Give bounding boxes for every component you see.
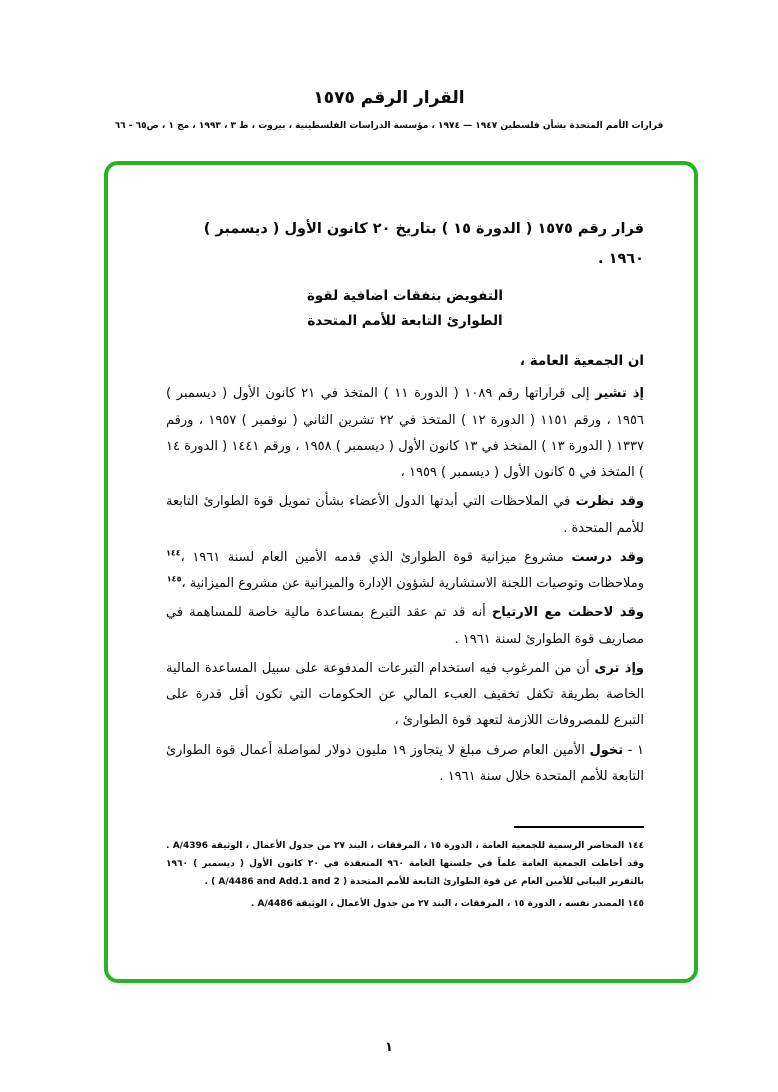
footnotes-section (166, 826, 644, 913)
paragraph-lead: وقد نظرت (575, 494, 645, 510)
footnote-ref-144: ١٤٤ (166, 548, 181, 558)
resolution-subtitle (166, 284, 644, 334)
paragraph-preambular-1 (166, 381, 644, 486)
opening-phrase: ان الجمعية العامة ، (519, 353, 644, 370)
paragraph-text: وملاحظات وتوصيات اللجنة الاستشارية لشؤون الإدارة والميزانية عن مشروع الميزانية ، (181, 576, 644, 592)
paragraph-lead: إذ تشير (595, 386, 644, 402)
paragraph-preambular-4 (166, 600, 644, 653)
citation-line: قرارات الأمم المتحدة بشأن فلسطين ١٩٤٧ — ١٩٧٤ ، مؤسسة الدراسات الفلسطينية ، بيروت ، ط ٣ ، ١٩٩٣ ، مج ١ ، ص٦٥ - ٦٦ (114, 121, 664, 131)
paragraph-text: أنه قد تم عقد التبرع بمساعدة مالية خاصة للمساهمة في مصاريف قوة الطوارئ لسنة ١٩٦١ . (166, 605, 644, 647)
footnote-number: ١٤٤ (627, 841, 645, 852)
footnote-145 (166, 895, 644, 913)
footnote-144 (166, 837, 644, 891)
paragraph-lead: وقد درست (571, 549, 644, 565)
operative-paragraph-1 (166, 738, 644, 791)
footnote-divider (514, 826, 644, 828)
footnote-number: ١٤٥ (627, 899, 644, 910)
footnote-text: المحاضر الرسمية للجمعية العامة ، الدورة ١٥ ، المرفقات ، البند ٢٧ من جدول الأعمال ، الوثيقة A/4396 . وقد أحاطت الجمعية العامة علماً في جلستها العامة ٩٦٠ المنعقدة في ٢٠ كانون الأول ( ديسمبر ) ١٩٦٠ بالتقرير البياني للأمين العام عن قوة الطوارئ التابعة للأمم المتحدة ( A/4486 and Add.1 and 2 ) . (166, 841, 645, 888)
paragraph-preambular-5 (166, 656, 644, 735)
paragraph-text: إلى قراراتها رقم ١٠٨٩ ( الدورة ١١ ) المتخذ في ٢١ كانون الأول ( ديسمبر ) ١٩٥٦ ، ورقم ١١٥١ ( الدورة ١٢ ) المتخذ في ٢٢ تشرين الثاني ( نوفمبر ) ١٩٥٧ ، ورقم ١٣٣٧ ( الدورة ١٣ ) المتخذ في ١٣ كانون الأول ( ديسمبر ) ١٩٥٨ ، ورقم ١٤٤١ ( الدورة ١٤ ) المتخذ في ٥ كانون الأول ( ديسمبر ) ١٩٥٩ ، (166, 386, 644, 481)
paragraph-lead: تخول (589, 742, 624, 758)
paragraph-preambular-2 (166, 489, 644, 542)
heading-line2: ١٩٦٠ . (598, 250, 644, 267)
subtitle-line2: الطوارئ التابعة للأمم المتحدة (307, 313, 503, 330)
paragraph-preambular-3 (166, 545, 644, 598)
scan-highlight-border (104, 161, 698, 983)
page-title: القرار الرقم ١٥٧٥ (313, 88, 465, 108)
operative-number: ١ - (627, 742, 645, 758)
footnote-text: المصدر نفسه ، الدورة ١٥ ، المرفقات ، البند ٢٧ من جدول الأعمال ، الوثيقة A/4486 . (250, 899, 625, 910)
resolution-heading (166, 215, 644, 274)
paragraph-text: مشروع ميزانية قوة الطوارئ الذي قدمه الأمين العام لسنة ١٩٦١ ، (180, 549, 564, 565)
paragraph-text: الأمين العام صرف مبلغ لا يتجاوز ١٩ مليون دولار لمواصلة أعمال قوة الطوارئ التابعة للأمم المتحدة خلال سنة ١٩٦١ . (166, 742, 644, 784)
page-number: ١ (385, 1040, 393, 1055)
footnote-ref-145: ١٤٥ (166, 574, 182, 584)
paragraph-text: أن من المرغوب فيه استخدام التبرعات المدفوعة على سبيل المساعدة المالية الخاصة بطريقة تكفل تخفيف العبء المالي عن الحكومات التي تكون أقل قدرة على التبرع للمصروفات اللازمة لتعهد قوة الطوارئ ، (166, 660, 644, 729)
paragraph-lead: وإذ ترى (594, 660, 644, 676)
heading-line1: قرار رقم ١٥٧٥ ( الدورة ١٥ ) بتاريخ ٢٠ كانون الأول ( ديسمبر ) (203, 221, 644, 237)
paragraph-text: في الملاحظات التي أبدتها الدول الأعضاء بشأن تمويل قوة الطوارئ التابعة للأمم المتحدة . (166, 494, 644, 536)
paragraph-lead: وقد لاحظت مع الارتياح (491, 605, 644, 621)
subtitle-line1: التفويض بنفقات اضافية لقوة (306, 288, 504, 305)
resolution-body (108, 165, 694, 979)
